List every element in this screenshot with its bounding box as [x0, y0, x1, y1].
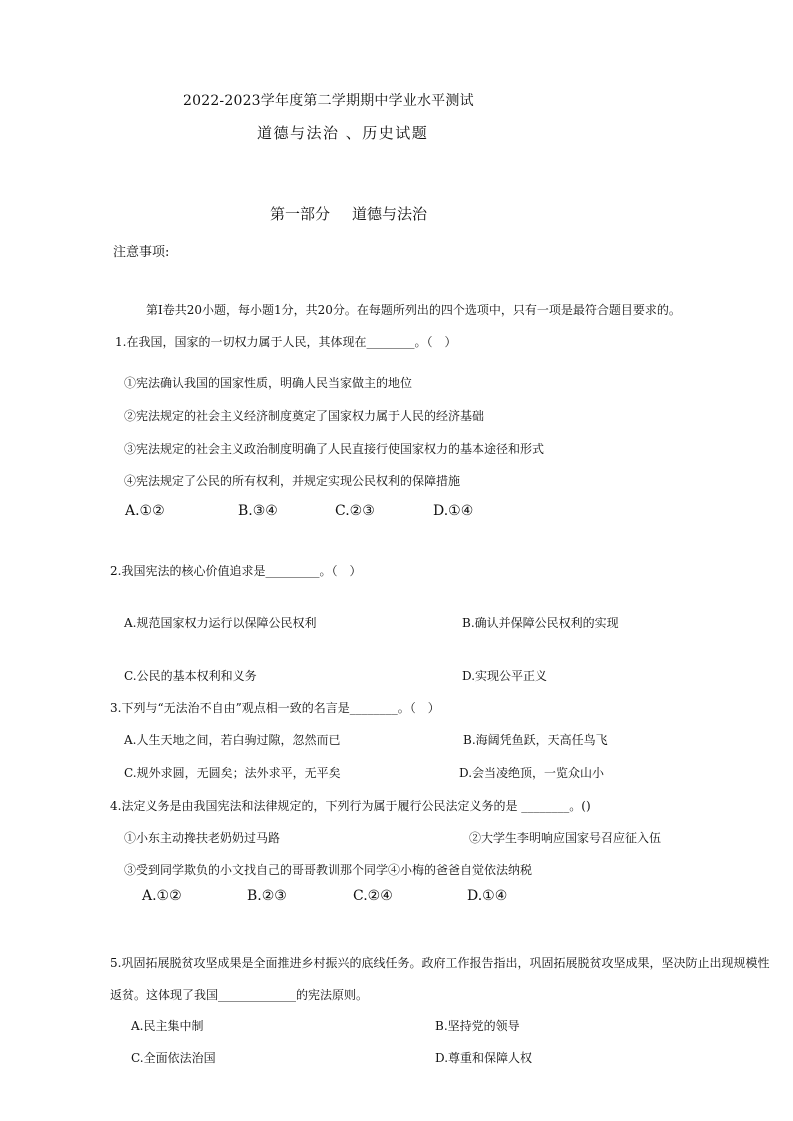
option-d: D.尊重和保障人权 [435, 1051, 533, 1065]
question-stem: 2.我国宪法的核心价值追求是_________。（ ） [110, 564, 362, 578]
option-b: B.③④ [238, 503, 278, 519]
question-stem: 4.法定义务是由我国宪法和法律规定的，下列行为属于履行公民法定义务的是 ________。() [110, 799, 591, 813]
statement-item: ④宪法规定了公民的所有权利，并规定实现公民权利的保障措施 [124, 474, 461, 488]
statement-item: ②宪法规定的社会主义经济制度奠定了国家权力属于人民的经济基础 [124, 409, 485, 423]
option-d: D.①④ [433, 503, 474, 519]
option-b: B.确认并保障公民权利的实现 [462, 616, 619, 630]
option-d: D.会当凌绝顶，一览众山小 [459, 766, 605, 780]
option-a: A.①② [125, 503, 165, 519]
option-d: D.实现公平正义 [462, 669, 548, 683]
statement-item: ③受到同学欺负的小文找自己的哥哥教训那个同学④小梅的爸爸自觉依法纳税 [124, 863, 533, 877]
option-c: C.全面依法治国 [131, 1051, 216, 1065]
section-subject: 道德与法治 [352, 205, 428, 223]
statement-item: ③宪法规定的社会主义政治制度明确了人民直接行使国家权力的基本途径和形式 [124, 442, 545, 456]
option-b: B.海阔凭鱼跃，天高任鸟飞 [463, 733, 608, 747]
option-b: B.②③ [247, 888, 287, 904]
instructions-text: 第Ⅰ卷共20小题，每小题1分，共20分。在每题所列出的四个选项中，只有一项是最符合题目要求的。 [146, 303, 681, 317]
option-c: C.②④ [353, 888, 393, 904]
option-c: C.公民的基本权利和义务 [124, 669, 257, 683]
option-c: C.规外求圆，无圆矣；法外求平，无平矣 [124, 766, 341, 780]
question-stem-line-2: 返贫。这体现了我国_____________的宪法原则。 [110, 988, 369, 1002]
statement-item: ②大学生李明响应国家号召应征入伍 [469, 831, 662, 845]
question-stem: 3.下列与“无法治不自由”观点相一致的名言是________。（ ） [110, 701, 440, 715]
exam-title: 2022-2023学年度第二学期期中学业水平测试 [183, 93, 474, 109]
statement-item: ①小东主动搀扶老奶奶过马路 [124, 831, 281, 845]
option-a: A.民主集中制 [131, 1019, 204, 1033]
question-stem-line-1: 5.巩固拓展脱贫攻坚成果是全面推进乡村振兴的底线任务。政府工作报告指出，巩固拓展脱贫攻坚成果，坚决防止出现规模性 [110, 956, 770, 970]
option-a: A.规范国家权力运行以保障公民权利 [124, 616, 317, 630]
option-a: A.人生天地之间，若白驹过隙，忽然而已 [124, 733, 341, 747]
statement-item: ①宪法确认我国的国家性质，明确人民当家做主的地位 [124, 376, 413, 390]
option-d: D.①④ [467, 888, 508, 904]
exam-subtitle: 道德与法治 、历史试题 [257, 124, 429, 142]
section-heading [270, 203, 427, 224]
section-label: 第一部分 [270, 205, 331, 223]
option-b: B.坚持党的领导 [435, 1019, 520, 1033]
option-c: C.②③ [335, 503, 375, 519]
question-stem: 1.在我国，国家的一切权力属于人民，其体现在________。（ ） [115, 335, 457, 349]
option-a: A.①② [142, 888, 182, 904]
notice-label: 注意事项: [113, 245, 170, 260]
